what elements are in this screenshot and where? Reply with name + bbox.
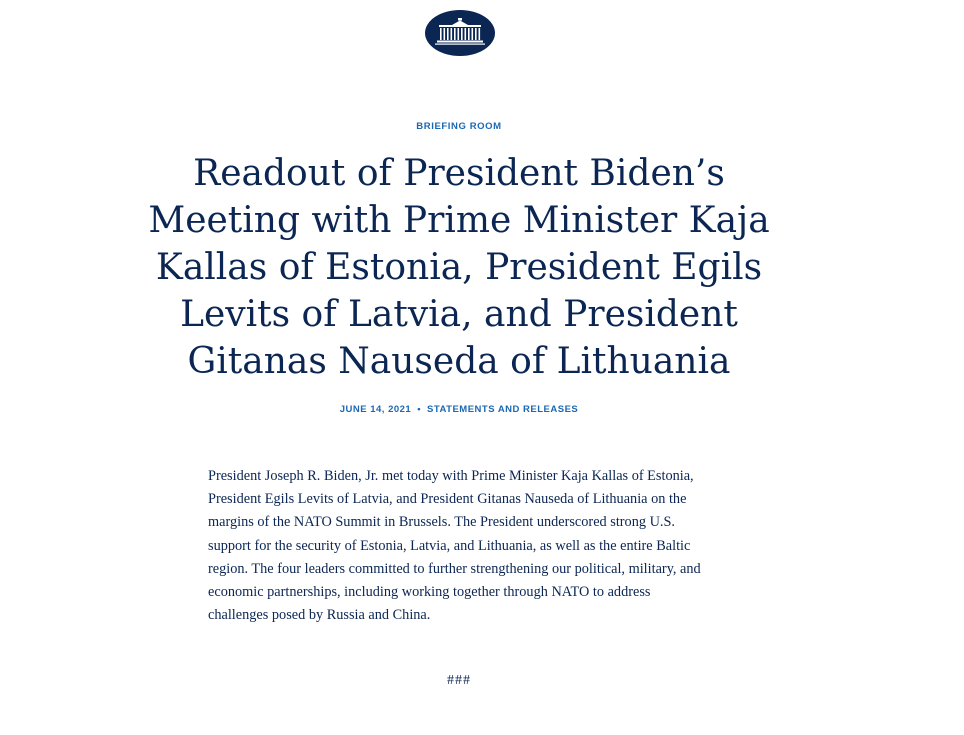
post-date: JUNE 14, 2021 — [339, 404, 412, 415]
article-body: President Joseph R. Biden, Jr. met today with Prime Minister Kaja Kallas of Estonia, President Egils Levits of Latvia, and President Gitanas Nauseda of Lithuania on the margins of the NATO Summit in Brussels. The President underscored strong U.S. support for the security of Estonia, Latvia, and Lithuania, as well as the entire Baltic region. The four leaders committed to further strengthening our political, military, and economic partnerships, including working together through NATO to address challenges posed by Russia and China. — [208, 468, 701, 624]
page-title: Readout of President Biden’s Meeting with Prime Minister Kaja Kallas of Estonia, President Egils Levits of Latvia, and President Gitanas Nauseda of Lithuania — [148, 153, 770, 382]
end-mark: ### — [447, 673, 471, 688]
category-link[interactable]: STATEMENTS AND RELEASES — [427, 404, 579, 415]
white-house-seal-icon[interactable] — [425, 10, 495, 56]
post-meta — [0, 404, 918, 415]
meta-separator: • — [417, 404, 422, 415]
briefing-room-link[interactable]: BRIEFING ROOM — [416, 121, 502, 132]
